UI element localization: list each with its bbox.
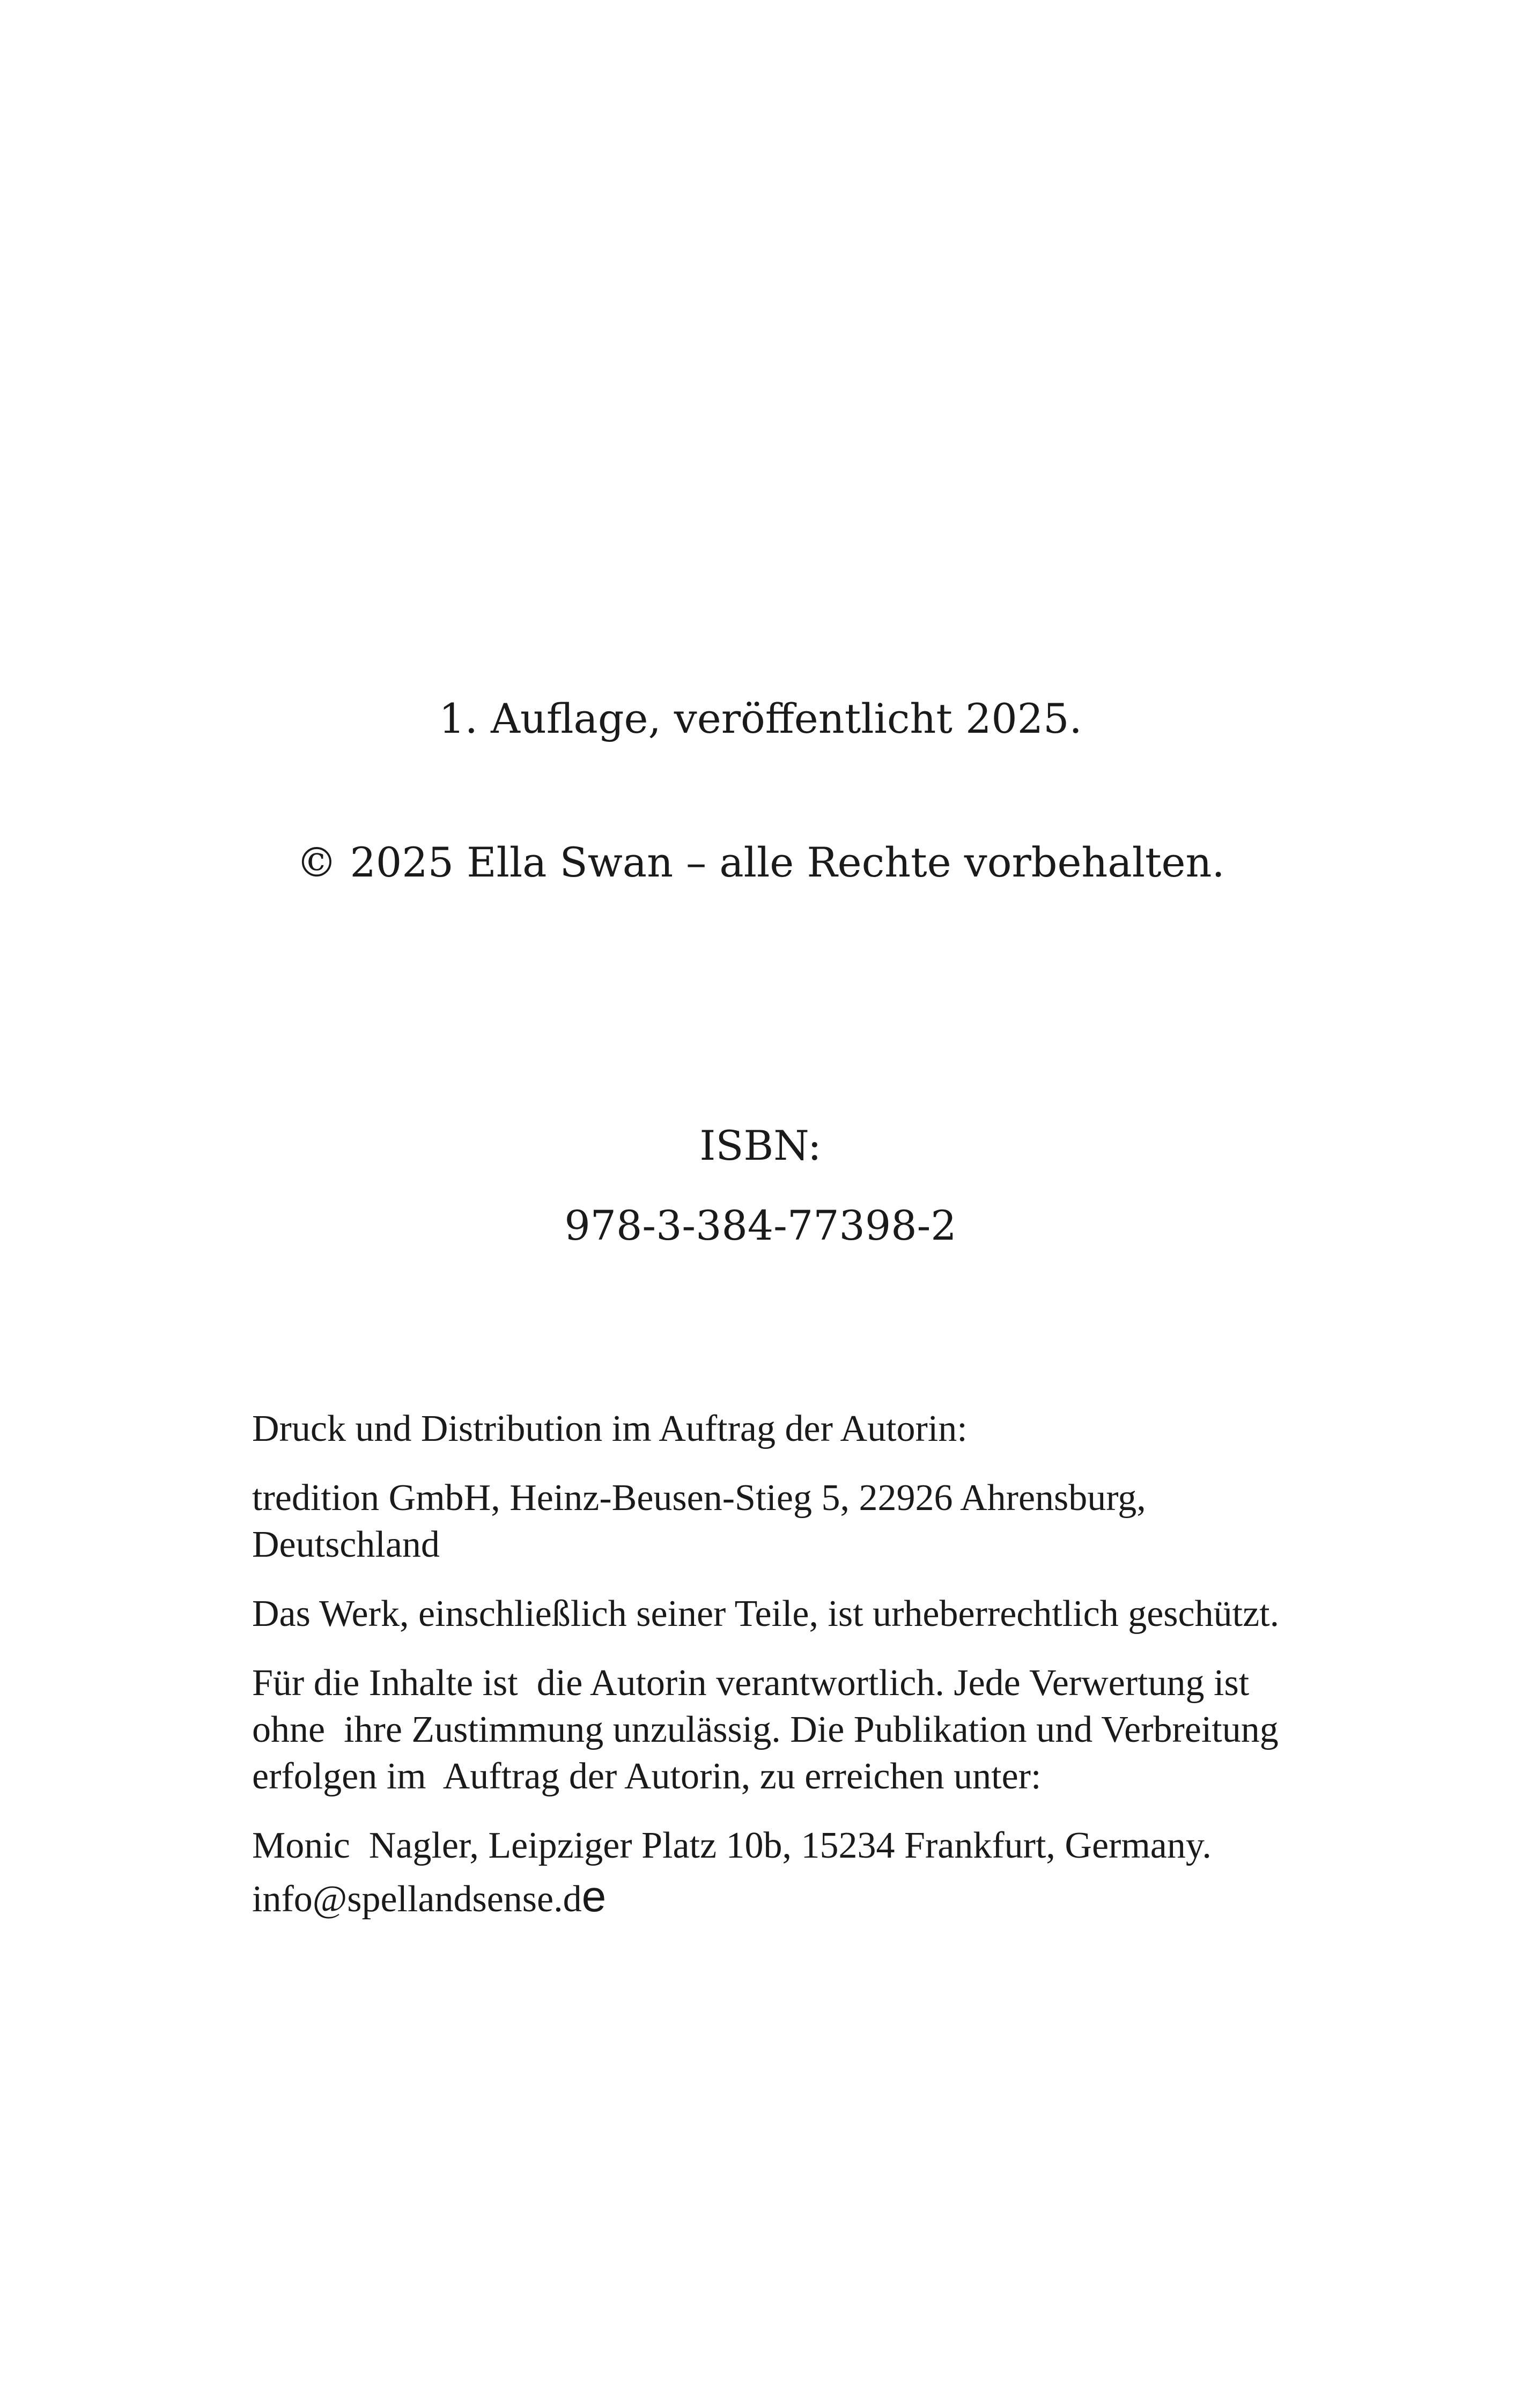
isbn-label: ISBN: xyxy=(699,1122,822,1169)
contact-email xyxy=(252,1873,1368,1923)
isbn-number: 978-3-384-77398-2 xyxy=(564,1202,957,1249)
imprint-block xyxy=(252,1405,1368,1945)
publisher-address-line: tredition GmbH, Heinz-Beusen-Stieg 5, 22926 Ahrensburg, xyxy=(252,1477,1146,1519)
responsibility-line: Für die Inhalte ist die Autorin verantwortlich. Jede Verwertung ist xyxy=(252,1662,1250,1704)
responsibility-line: ohne ihre Zustimmung unzulässig. Die Publikation und Verbreitung xyxy=(252,1709,1279,1750)
publisher-address-line: Deutschland xyxy=(252,1524,440,1565)
responsibility-line: erfolgen im Auftrag der Autorin, zu erreichen unter: xyxy=(252,1756,1042,1797)
print-distribution-note: Druck und Distribution im Auftrag der Autorin: xyxy=(252,1408,968,1449)
publisher-address xyxy=(252,1475,1368,1568)
edition-statement: 1. Auflage, veröffentlicht 2025. xyxy=(439,695,1082,742)
contact-email-tail: e xyxy=(581,1872,607,1921)
copyright-protection-note: Das Werk, einschließlich seiner Teile, ist urheberrechtlich geschützt. xyxy=(252,1593,1280,1634)
copyright-notice: © 2025 Ella Swan – alle Rechte vorbehalten. xyxy=(296,838,1225,886)
responsibility-note xyxy=(252,1660,1368,1800)
contact-email-main: info@spellandsense.d xyxy=(252,1879,582,1920)
contact-address: Monic Nagler, Leipziger Platz 10b, 15234 Frankfurt, Germany. xyxy=(252,1825,1212,1866)
